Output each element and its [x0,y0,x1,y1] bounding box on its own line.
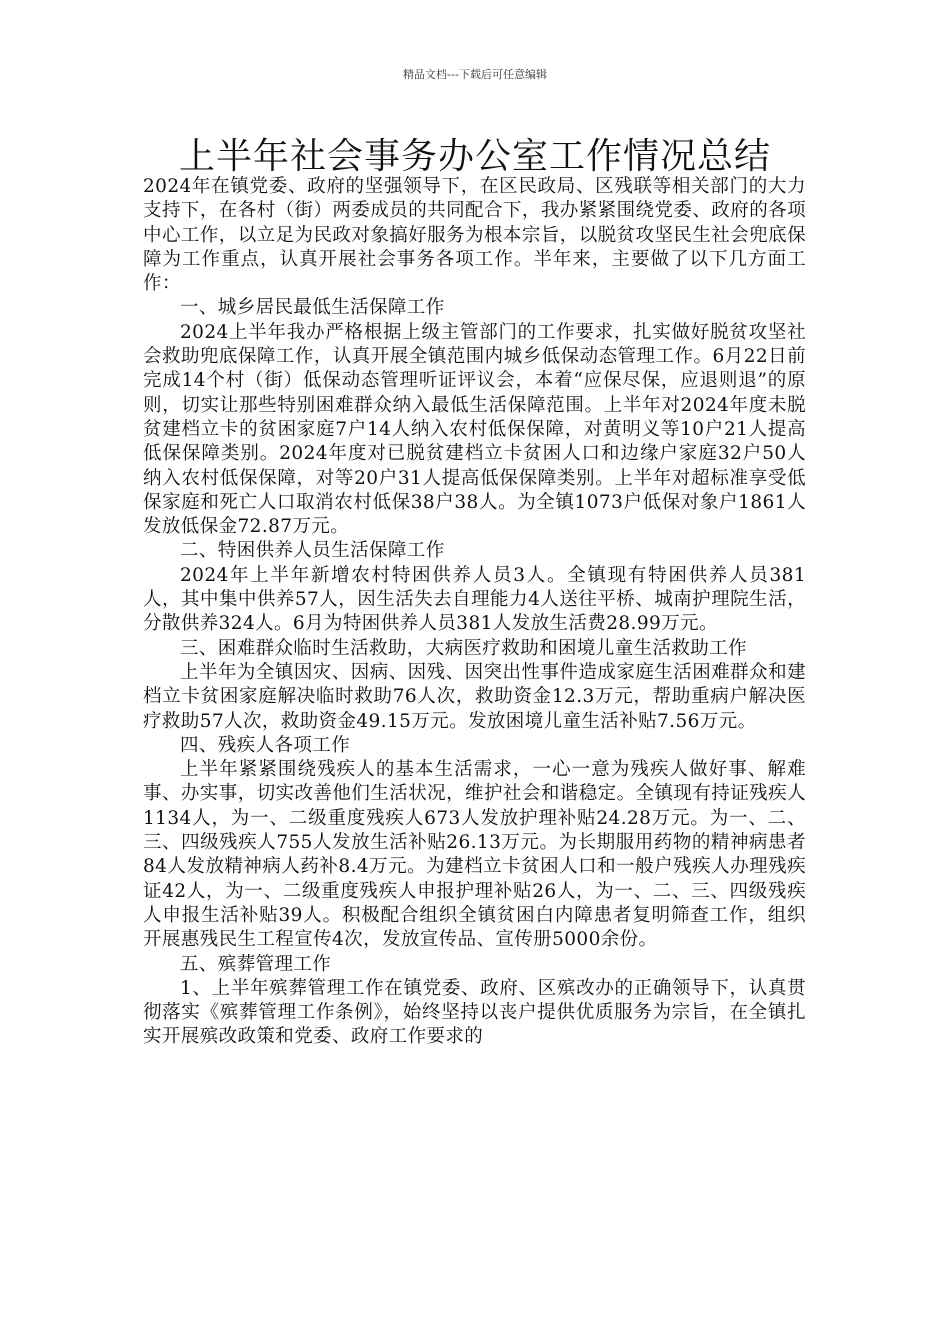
intro-paragraph: 2024年在镇党委、政府的坚强领导下，在区民政局、区残联等相关部门的大力支持下，在各村（街）两委成员的共同配合下，我办紧紧围绕党委、政府的各项中心工作，以立足为民政对象搞好服务为根本宗旨，以脱贫攻坚民生社会兜底保障为工作重点，认真开展社会事务各项工作。半年来，主要做了以下几方面工作： [143,176,806,295]
section-heading: 一、城乡居民最低生活保障工作 [180,297,445,319]
section-heading: 二、特困供养人员生活保障工作 [180,540,445,562]
body-paragraph: 上半年紧紧围绕残疾人的基本生活需求，一心一意为残疾人做好事、解难事、办实事，切实改善他们生活状况，维护社会和谐稳定。全镇现有持证残疾人1134人，为一、二级重度残疾人673人发放护理补贴24.28万元。为一、二、三、四级残疾人755人发放生活补贴26.13万元。为长期服用药物的精神病患者84人发放精神病人药补8.4万元。为建档立卡贫困人口和一般户残疾人办理残疾证42人，为一、二级重度残疾人申报护理补贴26人，为一、二、三、四级残疾人申报生活补贴39人。积极配合组织全镇贫困白内障患者复明筛查工作，组织开展惠残民生工程宣传4次，发放宣传品、宣传册5000余份。 [143,759,806,951]
section-heading: 三、困难群众临时生活救助，大病医疗救助和困境儿童生活救助工作 [180,637,748,659]
document-body [143,175,806,1050]
body-paragraph: 2024年上半年新增农村特困供养人员3人。全镇现有特困供养人员381人，其中集中供养57人，因生活失去自理能力4人送往平桥、城南护理院生活，分散供养324人。6月为特困供养人员381人发放生活费28.99万元。 [143,564,806,635]
header-note: 精品文档---下载后可任意编辑 [403,68,547,81]
document-title: 上半年社会事务办公室工作情况总结 [178,136,771,177]
body-paragraph: 2024上半年我办严格根据上级主管部门的工作要求，扎实做好脱贫攻坚社会救助兜底保障工作，认真开展全镇范围内城乡低保动态管理工作。6月22日前完成14个村（街）低保动态管理听证评议会，本着“应保尽保，应退则退”的原则，切实让那些特别困难群众纳入最低生活保障范围。上半年对2024年度未脱贫建档立卡的贫困家庭7户14人纳入农村低保保障，对黄明义等10户21人提高低保保障类别。2024年度对已脱贫建档立卡贫困人口和边缘户家庭32户50人纳入农村低保保障，对等20户31人提高低保保障类别。上半年对超标准享受低保家庭和死亡人口取消农村低保38户38人。为全镇1073户低保对象户1861人发放低保金72.87万元。 [143,321,806,538]
body-paragraph: 1、上半年殡葬管理工作在镇党委、政府、区殡改办的正确领导下，认真贯彻落实《殡葬管理工作条例》，始终坚持以丧户提供优质服务为宗旨，在全镇扎实开展殡改政策和党委、政府工作要求的 [143,977,806,1048]
section-heading: 五、殡葬管理工作 [180,953,332,975]
section-heading: 四、残疾人各项工作 [180,734,351,756]
body-paragraph: 上半年为全镇因灾、因病、因残、因突出性事件造成家庭生活困难群众和建档立卡贫困家庭解决临时救助76人次，救助资金12.3万元，帮助重病户解决医疗救助57人次，救助资金49.15万元。发放困境儿童生活补贴7.56万元。 [143,661,806,732]
